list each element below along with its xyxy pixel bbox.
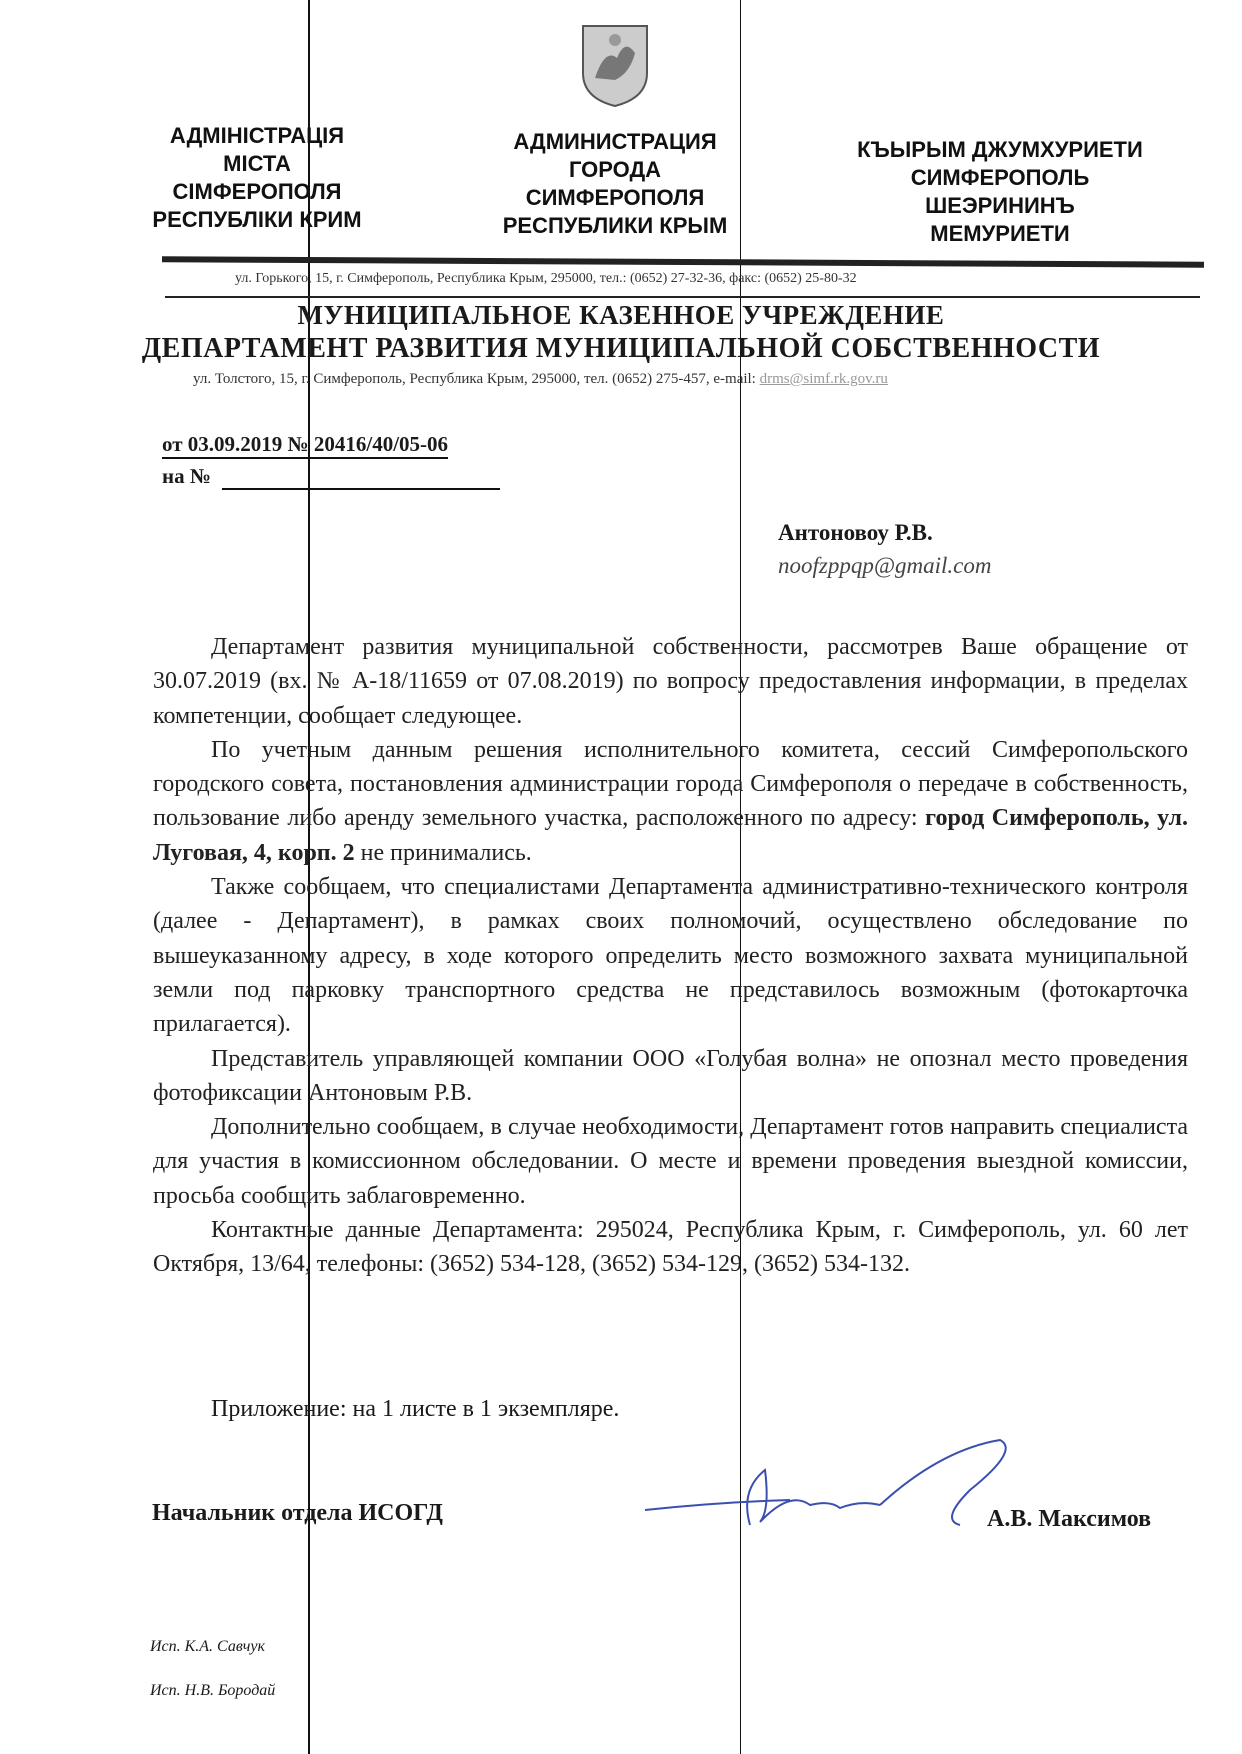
executor: Исп. Н.В. Бородай bbox=[150, 1682, 276, 1699]
divider bbox=[165, 296, 1200, 298]
address-text: ул. Толстого, 15, г. Симферополь, Республика Крым, 295000, тел. (0652) 275-457, e-mail: bbox=[193, 371, 760, 387]
text: не принимались. bbox=[354, 839, 532, 866]
paragraph bbox=[153, 733, 1188, 870]
institution-name: МУНИЦИПАЛЬНОЕ КАЗЕННОЕ УЧРЕЖДЕНИЕ bbox=[297, 300, 945, 330]
attachment-note: Приложение: на 1 листе в 1 экземпляре. bbox=[211, 1396, 620, 1422]
header-line: РЕСПУБЛІКИ КРИМ bbox=[152, 207, 362, 232]
signer-position: Начальник отдела ИСОГД bbox=[152, 1500, 443, 1526]
email-link[interactable]: drms@simf.rk.gov.ru bbox=[759, 371, 888, 387]
letter-body bbox=[153, 630, 1188, 1282]
header-ukrainian bbox=[117, 122, 397, 234]
paragraph: Контактные данные Департамента: 295024, Республика Крым, г. Симферополь, ул. 60 лет Октября, 13/64, телефоны: (3652) 534-128, (3652) 534-129, (3652) 534-132. bbox=[153, 1217, 1188, 1278]
paragraph: Департамент развития муниципальной собственности, рассмотрев Ваше обращение от 30.07.2019 (вх. № А-18/11659 от 07.08.2019) по вопросу предоставления информации, в пределах компетенции, сообщает следующее. bbox=[153, 634, 1188, 729]
paragraph: Дополнительно сообщаем, в случае необходимости, Департамент готов направить специалиста для участия в комиссионном обследовании. О месте и времени проведения выездной комиссии, просьба сообщить заблаговременно. bbox=[153, 1114, 1188, 1209]
header-line: РЕСПУБЛИКИ КРЫМ bbox=[502, 213, 728, 238]
header-divider bbox=[162, 256, 1204, 267]
header-line: СИМФЕРОПОЛЯ bbox=[525, 185, 705, 210]
header-line: МЕМУРИЕТИ bbox=[930, 221, 1070, 246]
text: По учетным данным решения исполнительного комитета, сессий Симферопольского городского совета, постановления администрации города Симферополя о передаче в собственность, пользование либо аренду земельного участка, расположенного по адресу: bbox=[153, 736, 1188, 832]
addressee-name: Антоновоу Р.В. bbox=[778, 520, 933, 545]
header-line: СИМФЕРОПОЛЬ bbox=[910, 165, 1090, 190]
header-line: СІМФЕРОПОЛЯ bbox=[172, 179, 342, 204]
address-bold: город Симферополь, ул. Луговая, 4, корп. 2 bbox=[153, 805, 1188, 866]
reference-number: от 03.09.2019 № 20416/40/05-06 bbox=[162, 432, 448, 459]
reply-to-label: на № bbox=[162, 464, 211, 488]
admin-address: ул. Горького, 15, г. Симферополь, Республика Крым, 295000, тел.: (0652) 27-32-36, факс: (0652) 25-80-32 bbox=[235, 271, 857, 286]
paragraph: Представитель управляющей компании ООО «Голубая волна» не опознал место проведения фотофиксации Антоновым Р.В. bbox=[153, 1045, 1188, 1106]
reply-to-blank bbox=[222, 488, 500, 490]
header-line: АДМІНІСТРАЦІЯ bbox=[169, 123, 345, 148]
department-name: ДЕПАРТАМЕНТ РАЗВИТИЯ МУНИЦИПАЛЬНОЙ СОБСТВЕННОСТИ bbox=[141, 333, 1101, 364]
addressee-email: noofzppqp@gmail.com bbox=[778, 553, 992, 578]
crimea-coat-of-arms-icon bbox=[575, 18, 655, 108]
header-line: ШЕЭРИНИНЪ bbox=[925, 193, 1075, 218]
handwritten-signature bbox=[640, 1430, 1020, 1540]
signer-name: А.В. Максимов bbox=[987, 1506, 1152, 1532]
header-line: ГОРОДА bbox=[568, 157, 662, 182]
executor: Исп. К.А. Савчук bbox=[150, 1638, 265, 1655]
header-crimean-tatar bbox=[840, 136, 1160, 248]
header-russian bbox=[475, 128, 755, 240]
paragraph: Также сообщаем, что специалистами Департамента административно-технического контроля (далее - Департамент), в рамках своих полномочий, осуществлено обследование по вышеуказанному адресу, в ходе которого определить место возможного захвата муниципальной земли под парковку транспортного средства не представилось возможным (фотокарточка прилагается). bbox=[153, 874, 1188, 1038]
institution-address bbox=[193, 371, 888, 388]
header-line: КЪЫРЫМ ДЖУМХУРИЕТИ bbox=[857, 137, 1143, 162]
header-line: МІСТА bbox=[223, 151, 291, 176]
header-line: АДМИНИСТРАЦИЯ bbox=[513, 129, 717, 154]
